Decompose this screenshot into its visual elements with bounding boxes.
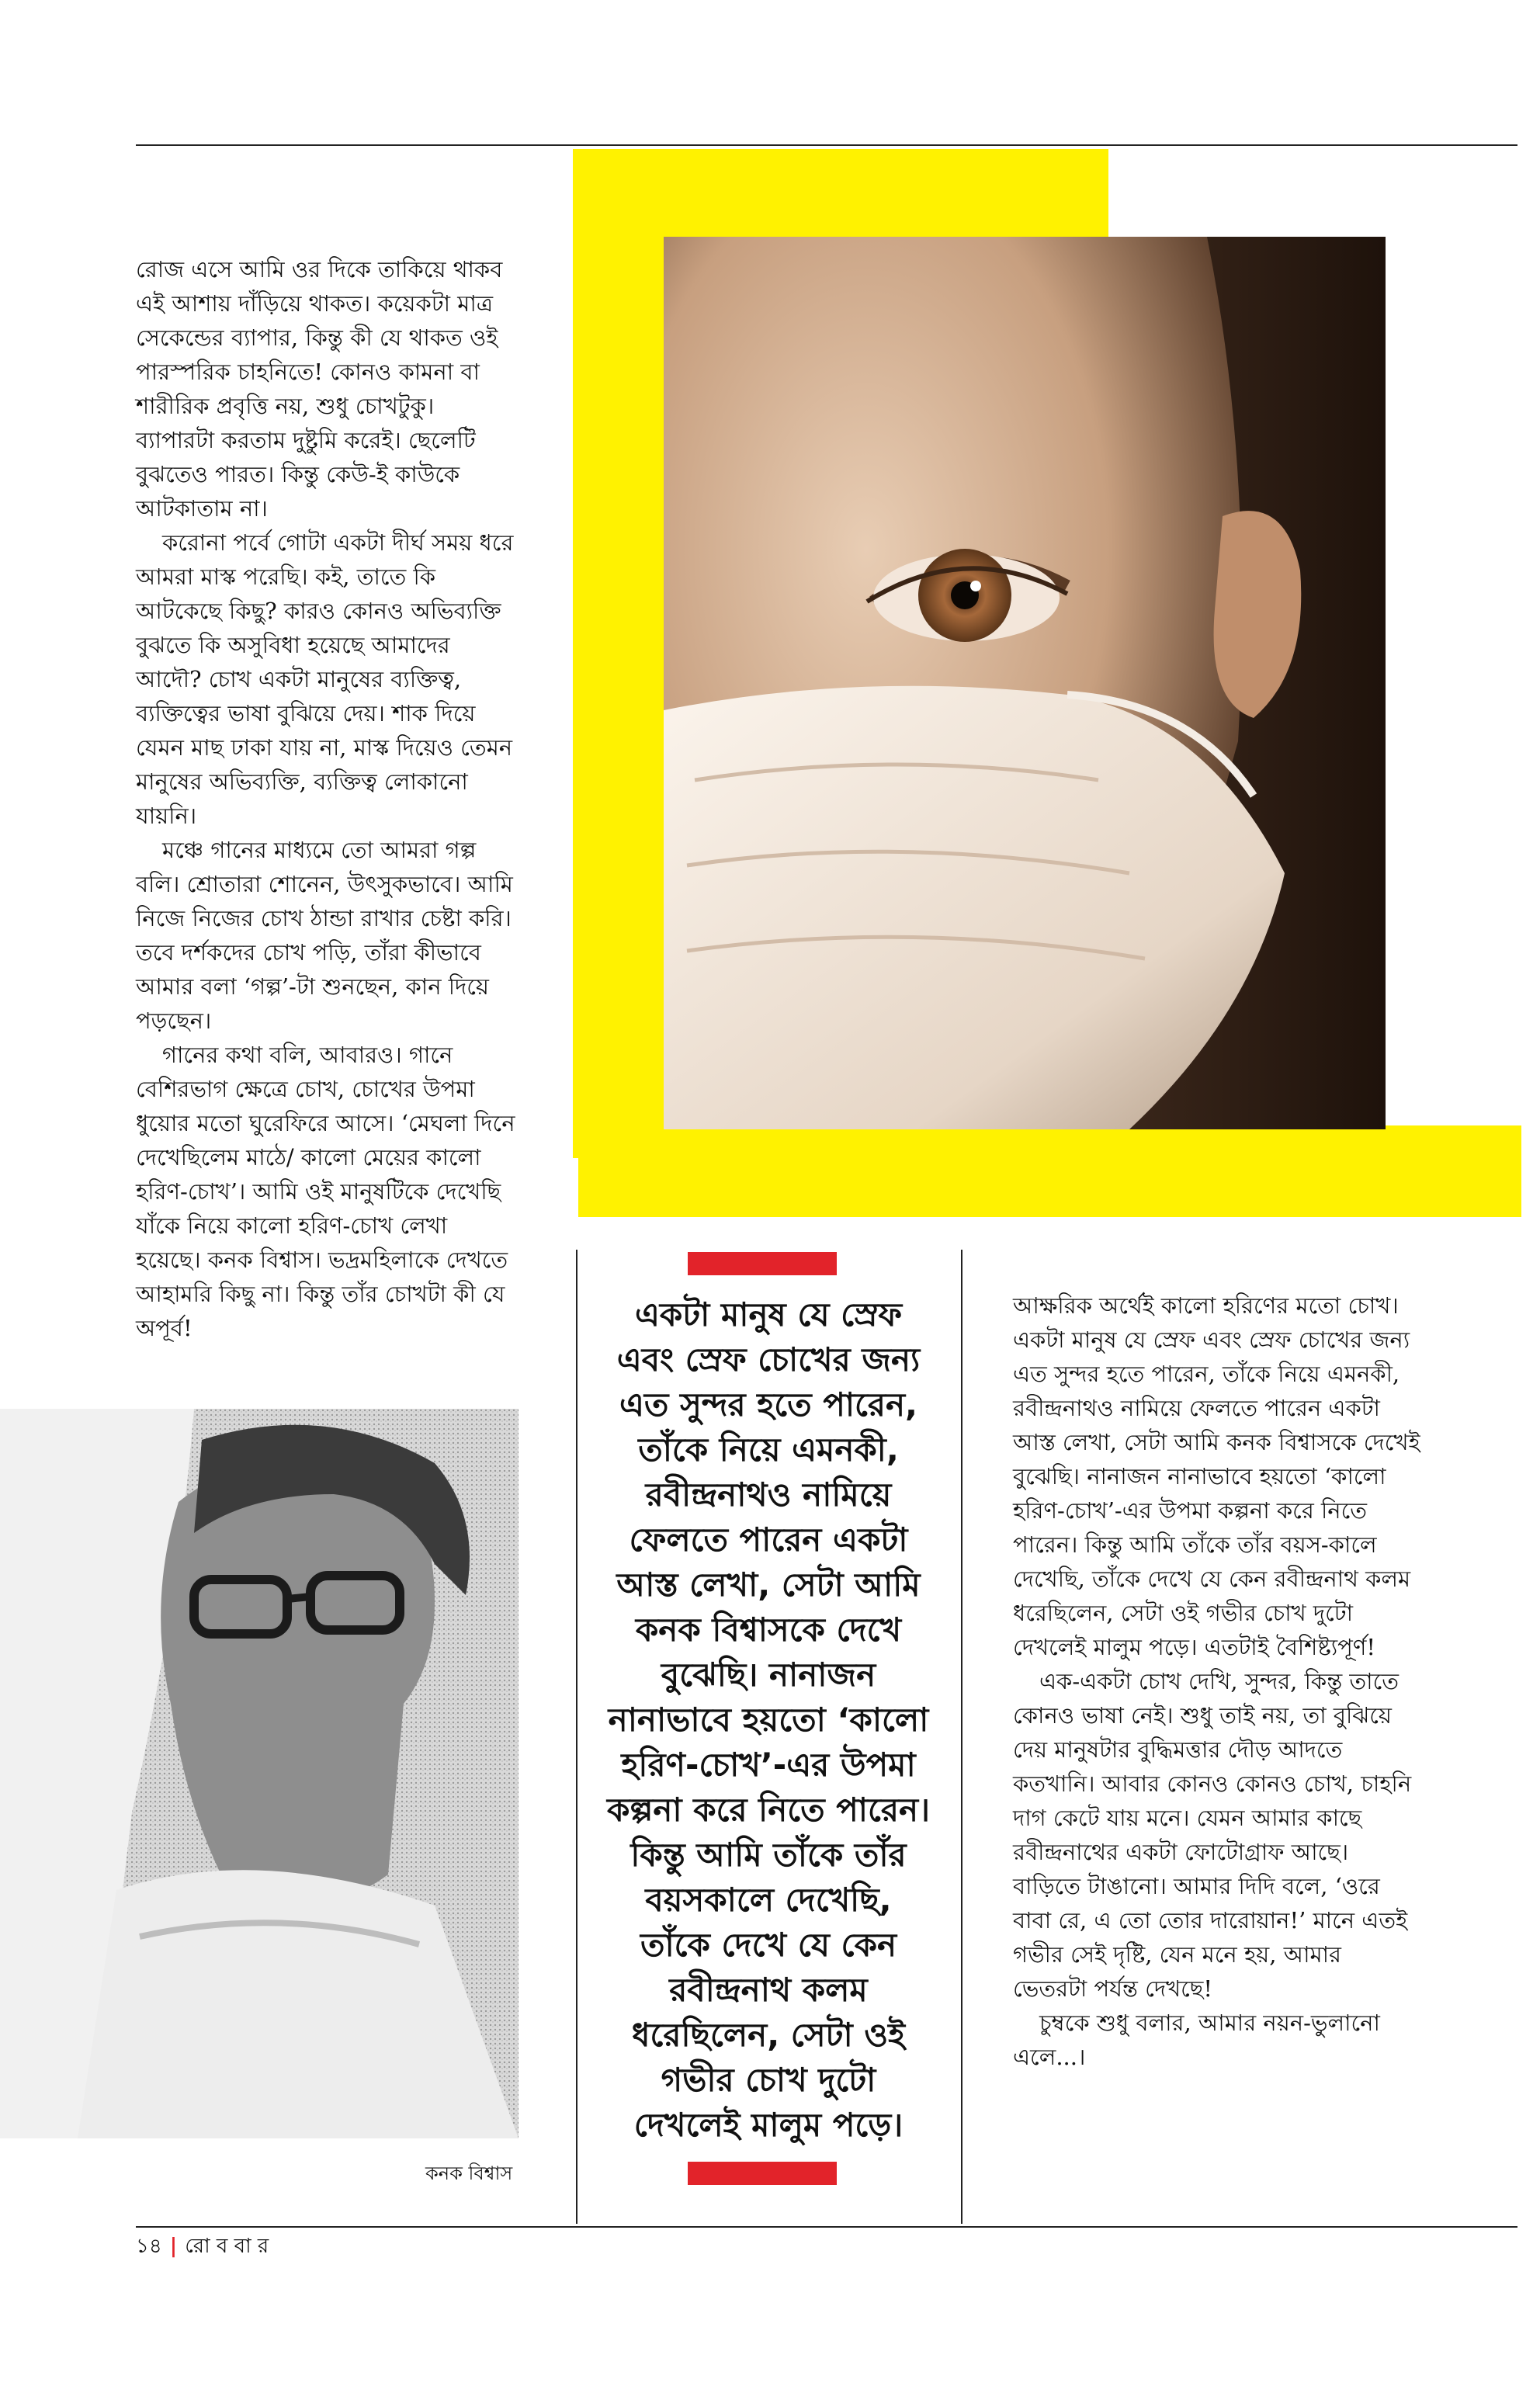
yellow-accent-right [1382,1125,1521,1217]
column-divider-left [576,1250,578,2224]
yellow-accent-left [573,149,666,1158]
right-paragraph-3: চুম্বকে শুধু বলার, আমার নয়ন-ভুলানো এলে...। [1013,2010,1380,2070]
footer-separator: | [169,2235,178,2258]
masked-face-photo [664,237,1386,1129]
left-paragraph-4: গানের কথা বলি, আবারও। গানে বেশিরভাগ ক্ষেত্রে চোখ, চোখের উপমা ধুয়োর মতো ঘুরেফিরে আসে। ‘মেঘলা দিনে দেখেছিলেম মাঠে/ কালো মেয়ের কালো হরিণ-চোখ’। আমি ওই মানুষটিকে দেখেছি যাঁকে নিয়ে কালো হরিণ-চোখ লেখা হয়েছে। কনক বিশ্বাস। ভদ্রমহিলাকে দেখতে আহামরি কিছু না। কিন্তু তাঁর চোখটা কী যে অপূর্ব! [136,1042,515,1341]
left-paragraph-2: করোনা পর্বে গোটা একটা দীর্ঘ সময় ধরে আমরা মাস্ক পরেছি। কই, তাতে কি আটকেছে কিছু? কারও কোনও অভিব্যক্তি বুঝতে কি অসুবিধা হয়েছে আমাদের আদৌ? চোখ একটা মানুষের ব্যক্তিত্ব, ব্যক্তিত্বের ভাষা বুঝিয়ে দেয়। শাক দিয়ে যেমন মাছ ঢাকা যায় না, মাস্ক দিয়েও তেমন মানুষের অভিব্যক্তি, ব্যক্তিত্ব লোকানো যায়নি। [136,529,514,829]
bottom-rule [136,2226,1517,2228]
left-paragraph-1: রোজ এসে আমি ওর দিকে তাকিয়ে থাকব এই আশায় দাঁড়িয়ে থাকত। কয়েকটা মাত্র সেকেন্ডের ব্যাপার, কিন্তু কী যে থাকত ওই পারস্পরিক চাহনিতে! কোনও কামনা বা শারীরিক প্রবৃত্তি নয়, শুধু চোখটুকু। ব্যাপারটা করতাম দুষ্টুমি করেই। ছেলেটি বুঝতেও পারত। কিন্তু কেউ-ই কাউকে আটকাতাম না। [136,256,503,522]
left-paragraph-3: মঞ্চে গানের মাধ্যমে তো আমরা গল্প বলি। শ্রোতারা শোনেন, উৎসুকভাবে। আমি নিজে নিজের চোখ ঠান্ডা রাখার চেষ্টা করি। তবে দর্শকদের চোখ পড়ি, তাঁরা কীভাবে আমার বলা ‘গল্প’-টা শুনছেন, কান দিয়ে পড়ছেন। [136,837,513,1034]
pull-quote-bar-bottom [688,2162,837,2185]
page-number: ১৪ [136,2235,162,2258]
right-paragraph-2: এক-একটা চোখ দেখি, সুন্দর, কিন্তু তাতে কোনও ভাষা নেই। শুধু তাই নয়, তা বুঝিয়ে দেয় মানুষটার বুদ্ধিমত্তার দৌড় আদতে কতখানি। আবার কোনও কোনও চোখ, চাহনি দাগ কেটে যায় মনে। যেমন আমার কাছে রবীন্দ্রনাথের একটা ফোটোগ্রাফ আছে। বাড়িতে টাঙানো। আমার দিদি বলে, ‘ওরে বাবা রে, এ তো তোর দারোয়ান!’ মানে এতই গভীর সেই দৃষ্টি, যেন মনে হয়, আমার ভেতরটা পর্যন্ত দেখছে! [1013,1668,1412,2002]
yellow-accent-bottom [578,1125,1521,1217]
kanak-biswas-photo [0,1409,519,2138]
pull-quote-bar-top [688,1252,837,1275]
top-rule [136,144,1517,146]
pull-quote: একটা মানুষ যে স্রেফ এবং স্রেফ চোখের জন্য এত সুন্দর হতে পারেন, তাঁকে নিয়ে এমনকী, রবীন্দ্রনাথও নামিয়ে ফেলতে পারেন একটা আস্ত লেখা, সেটা আমি কনক বিশ্বাসকে দেখে বুঝেছি। নানাজন নানাভাবে হয়তো ‘কালো হরিণ-চোখ’-এর উপমা কল্পনা করে নিতে পারেন। কিন্তু আমি তাঁকে তাঁর বয়সকালে দেখেছি, তাঁকে দেখে যে কেন রবীন্দ্রনাথ কলম ধরেছিলেন, সেটা ওই গভীর চোখ দুটো দেখলেই মালুম পড়ে। [606,1295,931,2144]
page-footer [136,2230,269,2264]
photo-caption: কনক বিশ্বাস [425,2162,513,2184]
publication-name: রো ব বা র [185,2235,269,2258]
column-divider-right [961,1250,962,2224]
right-paragraph-1: আক্ষরিক অর্থেই কালো হরিণের মতো চোখ। একটা মানুষ যে স্রেফ এবং স্রেফ চোখের জন্য এত সুন্দর হতে পারেন, তাঁকে নিয়ে এমনকী, রবীন্দ্রনাথও নামিয়ে ফেলতে পারেন একটা আস্ত লেখা, সেটা আমি কনক বিশ্বাসকে দেখেই বুঝেছি। নানাজন নানাভাবে হয়তো ‘কালো হরিণ-চোখ’-এর উপমা কল্পনা করে নিতে পারেন। কিন্তু আমি তাঁকে তাঁর বয়স-কালে দেখেছি, তাঁকে দেখে যে কেন রবীন্দ্রনাথ কলম ধরেছিলেন, সেটা ওই গভীর চোখ দুটো দেখলেই মালুম পড়ে। এতটাই বৈশিষ্ট্যপূর্ণ! [1013,1292,1420,1660]
article-right-column [1013,1288,1420,2074]
article-left-column [136,252,516,1345]
